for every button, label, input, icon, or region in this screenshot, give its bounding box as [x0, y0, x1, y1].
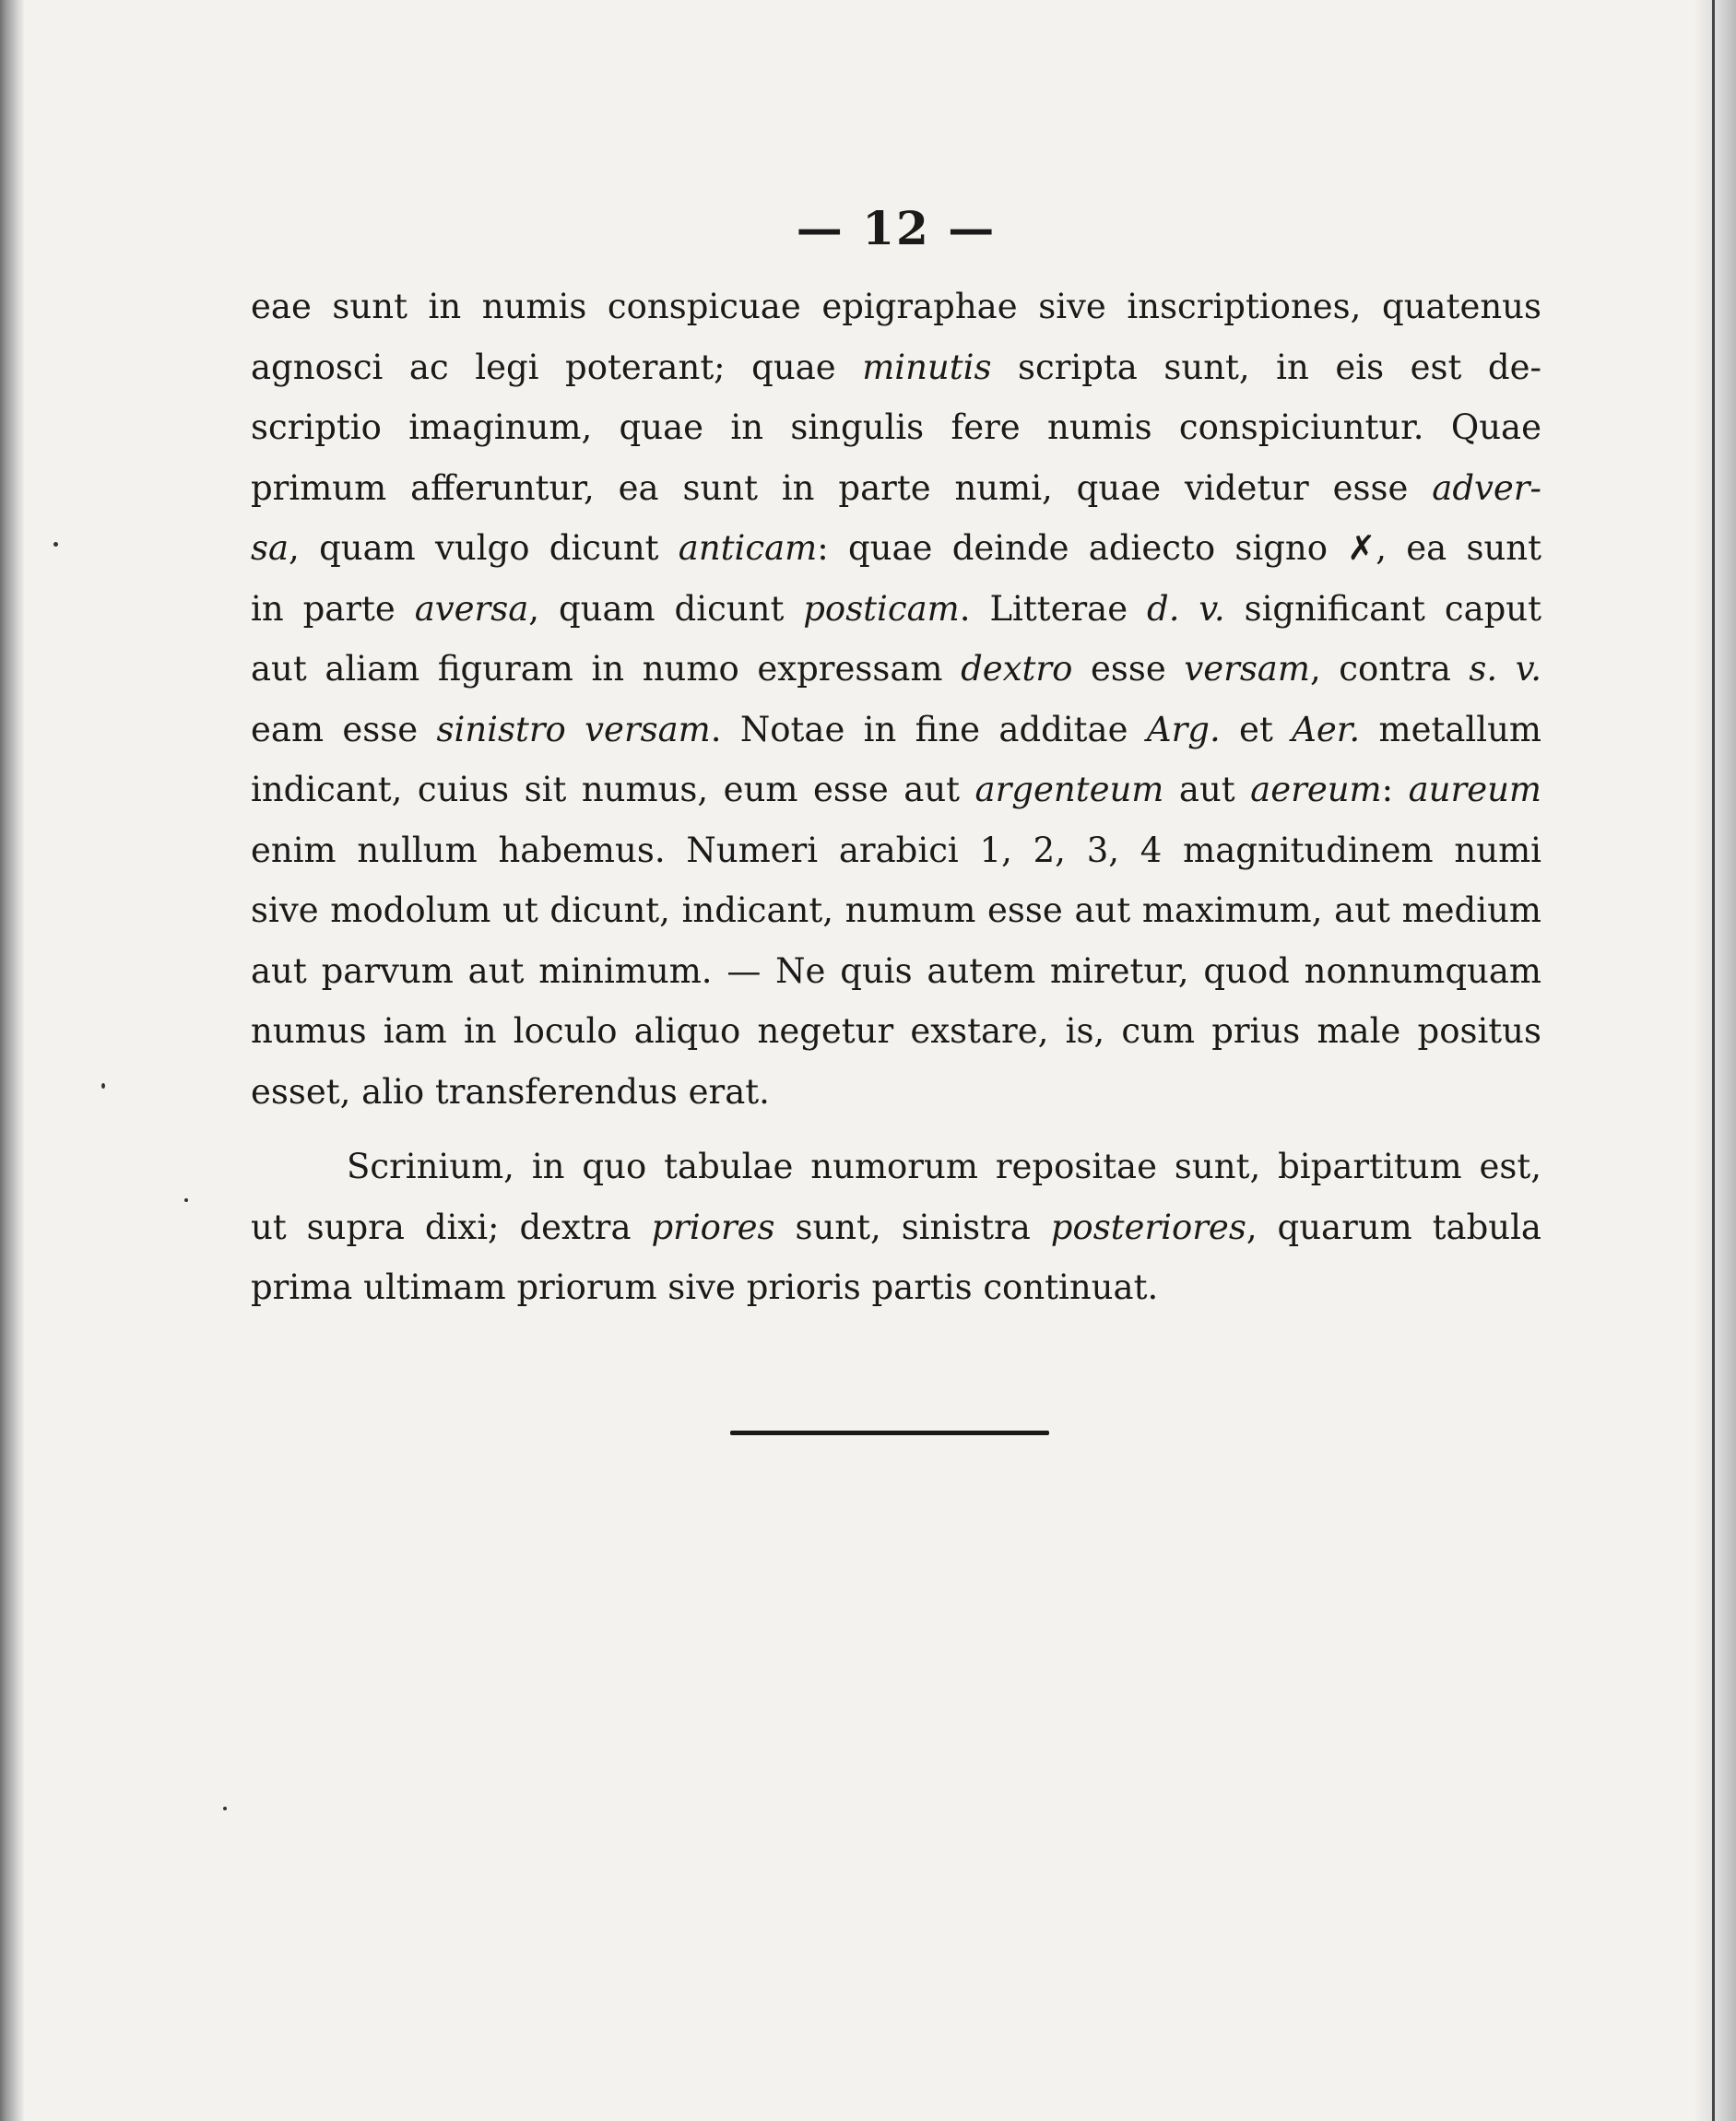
text-line: eae sunt in numis conspicuae epigraphae sive inscriptiones, quatenus: [251, 287, 1541, 326]
paper-speck: [53, 542, 58, 547]
text-line: numus iam in loculo aliquo negetur exstare, is, cum prius male positus: [251, 1011, 1541, 1051]
italic-term: aureum: [1408, 770, 1542, 809]
italic-term: adver-: [1432, 467, 1541, 508]
text-line: eam esse sinistro versam. Notae in fine additae Arg. et Aer. metallum: [251, 709, 1542, 749]
italic-term: s. v.: [1469, 649, 1541, 689]
italic-term: minutis: [862, 347, 992, 387]
paragraph: [251, 1137, 1541, 1318]
italic-term: priores: [651, 1207, 775, 1247]
text-line: scriptio imaginum, quae in singulis fere numis conspiciuntur. Quae: [251, 407, 1541, 447]
section-divider-rule: [730, 1431, 1049, 1435]
italic-term: posticam: [803, 588, 960, 629]
scan-right-edge: [1695, 0, 1736, 2121]
italic-term: posteriores: [1050, 1207, 1246, 1247]
text-line: sive modolum ut dicunt, indicant, numum esse aut maximum, aut medium: [251, 890, 1541, 930]
bleed-through-shadow: [9, 1466, 1272, 1927]
italic-term: versam: [1184, 649, 1310, 689]
text-line: in parte aversa, quam dicunt posticam. Litterae d. v. significant caput: [251, 588, 1542, 629]
text-line: esset, alio transferendus erat.: [251, 1071, 770, 1112]
text-line: agnosci ac legi poterant; quae minutis scripta sunt, in eis est de-: [251, 347, 1541, 387]
italic-term: sinistro versam: [436, 709, 711, 749]
text-line: aut aliam figuram in numo expressam dextro esse versam, contra s. v.: [251, 649, 1541, 689]
italic-term: aereum: [1250, 770, 1382, 809]
text-line: aut parvum aut minimum. — Ne quis autem miretur, quod nonnumquam: [251, 950, 1541, 991]
text-line: indicant, cuius sit numus, eum esse aut argenteum aut aereum: aureum: [251, 770, 1542, 809]
italic-term: Aer.: [1292, 709, 1361, 749]
body-text: [251, 277, 1541, 1318]
italic-term: dextro: [961, 649, 1073, 689]
paragraph: [251, 277, 1541, 1122]
text-line: primum afferuntur, ea sunt in parte numi, quae videtur esse adver-: [251, 467, 1541, 508]
paper-speck: [101, 1083, 105, 1089]
paper-speck: [184, 1198, 188, 1202]
italic-term: Arg.: [1146, 709, 1221, 749]
italic-term: aversa: [414, 588, 529, 629]
italic-term: sa: [251, 528, 289, 568]
italic-term: argenteum: [974, 770, 1164, 809]
text-line: ut supra dixi; dextra priores sunt, sinistra posteriores, quarum tabula: [251, 1207, 1541, 1247]
text-line: sa, quam vulgo dicunt anticam: quae deinde adiecto signo ✗, ea sunt: [251, 528, 1542, 568]
text-line: enim nullum habemus. Numeri arabici 1, 2, 3, 4 magnitudinem numi: [251, 830, 1541, 870]
italic-term: d. v.: [1147, 588, 1225, 629]
italic-term: anticam: [678, 528, 818, 568]
text-line: Scrinium, in quo tabulae numorum repositae sunt, bipartitum est,: [347, 1147, 1541, 1186]
page-number: — 12 —: [796, 201, 997, 255]
text-line: prima ultimam priorum sive prioris partis continuat.: [251, 1267, 1159, 1307]
paper-speck: [223, 1807, 227, 1810]
